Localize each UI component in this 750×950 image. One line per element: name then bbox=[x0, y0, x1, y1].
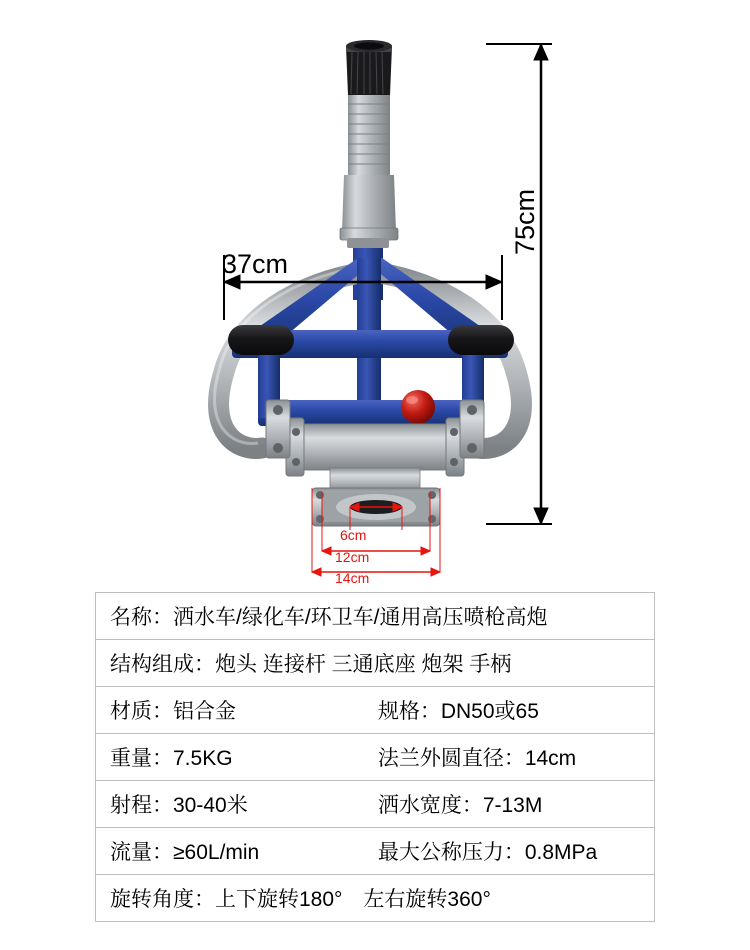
table-row bbox=[96, 640, 654, 687]
dimension-label-width: 37cm bbox=[222, 249, 289, 279]
dimension-label-flange-bolt-circle: 12cm bbox=[335, 549, 370, 565]
table-row bbox=[96, 687, 654, 734]
table-row bbox=[96, 781, 654, 828]
nozzle-tip bbox=[346, 40, 392, 95]
nozzle-body bbox=[340, 175, 398, 240]
dimension-label-flange-inner: 6cm bbox=[340, 527, 367, 543]
table-row bbox=[96, 875, 654, 922]
spec-weight: 重量：7.5KG bbox=[110, 747, 233, 770]
specification-table bbox=[95, 592, 655, 922]
spec-rotation-angle: 旋转角度：上下旋转180° 左右旋转360° bbox=[110, 888, 491, 911]
dimension-label-height: 75cm bbox=[510, 188, 540, 255]
spec-max-pressure: 最大公称压力：0.8MPa bbox=[377, 841, 598, 864]
spec-flow: 流量：≥60L/min bbox=[110, 841, 260, 864]
spec-structure: 结构组成：炮头 连接杆 三通底座 炮架 手柄 bbox=[110, 653, 512, 676]
table-row bbox=[96, 593, 654, 640]
spec-material: 材质：铝合金 bbox=[110, 700, 236, 723]
spec-model: 规格：DN50或65 bbox=[377, 700, 539, 723]
table-row bbox=[96, 828, 654, 875]
spec-range: 射程：30-40米 bbox=[110, 794, 248, 817]
nozzle-barrel-upper bbox=[348, 95, 390, 175]
red-knob bbox=[401, 390, 435, 424]
table-row bbox=[96, 734, 654, 781]
spec-flange-diameter: 法兰外圆直径：14cm bbox=[377, 747, 577, 770]
spec-name: 名称：洒水车/绿化车/环卫车/通用高压喷枪高炮 bbox=[110, 606, 548, 629]
spec-spray-width: 洒水宽度：7-13M bbox=[377, 794, 543, 817]
dimension-label-flange-outer: 14cm bbox=[335, 570, 370, 586]
